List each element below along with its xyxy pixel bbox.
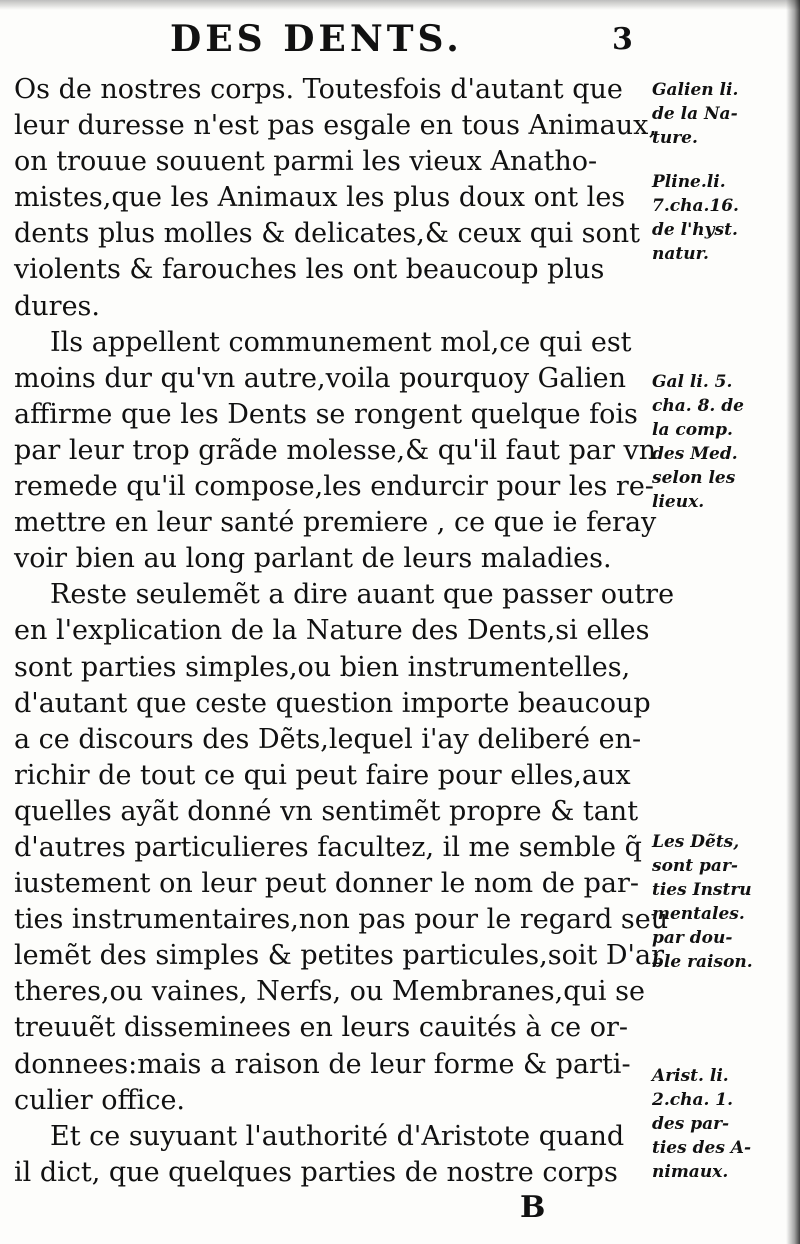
text-line: en l'explication de la Nature des Dents,si elles <box>14 615 650 647</box>
text-line: violents & farouches les ont beaucoup plus <box>14 254 605 286</box>
margin-note-line: ties Instru <box>652 880 752 900</box>
margin-note-line: lieux. <box>652 492 705 512</box>
body-text <box>14 72 675 1191</box>
text-line: d'autant que ceste question importe beaucoup <box>14 687 651 719</box>
text-line: iustement on leur peut donner le nom de par- <box>14 868 639 900</box>
margin-note-line: cha. 8. de <box>652 396 744 416</box>
text-line: on trouue souuent parmi les vieux Anatho- <box>14 146 598 178</box>
margin-note-line: de l'hyst. <box>652 220 738 240</box>
margin-note-line: ties des A- <box>652 1138 752 1158</box>
margin-note-line: par dou- <box>652 928 733 948</box>
margin-note-line: 7.cha.16. <box>652 196 739 216</box>
margin-note-line: Gal li. 5. <box>652 372 733 392</box>
text-line: dures. <box>14 290 100 322</box>
margin-note-line: mentales. <box>652 904 745 924</box>
paragraph-start-line: Et ce suyuant l'authorité d'Aristote quand <box>50 1120 625 1152</box>
margin-note-line: de la Na- <box>652 104 738 124</box>
text-line: voir bien au long parlant de leurs maladies. <box>14 543 612 575</box>
text-line: a ce discours des Dẽts,lequel i'ay deliberé en- <box>14 723 642 755</box>
margin-note-line: ture. <box>652 128 698 148</box>
margin-note-galien <box>652 78 796 150</box>
margin-note-line: des Med. <box>652 444 738 464</box>
text-line: ties instrumentaires,non pas pour le regard seu <box>14 904 669 936</box>
paragraph-start-line: Ils appellent communement mol,ce qui est <box>50 326 632 358</box>
margin-note-line: selon les <box>652 468 736 488</box>
margin-note-arist <box>652 1064 796 1184</box>
text-line: leur duresse n'est pas esgale en tous Animaux, <box>14 110 657 142</box>
text-line: d'autres particulieres facultez, il me semble q̃ <box>14 831 642 863</box>
text-line: lemẽt des simples & petites particules,soit D'ar <box>14 940 664 972</box>
text-line: treuuẽt disseminees en leurs cauités à ce or- <box>14 1012 629 1044</box>
margin-note-line: Galien li. <box>652 80 739 100</box>
paragraph-start-line: Reste seulemẽt a dire auant que passer outre <box>50 579 675 611</box>
margin-note-line: des par- <box>652 1114 730 1134</box>
text-line: mettre en leur santé premiere , ce que ie feray <box>14 507 657 539</box>
margin-note-line: ble raison. <box>652 952 753 972</box>
margin-note-line: Pline.li. <box>652 172 726 192</box>
signature-mark: B <box>520 1190 546 1225</box>
text-line: affirme que les Dents se rongent quelque fois <box>14 398 638 430</box>
text-line: sont parties simples,ou bien instrumentelles, <box>14 651 631 683</box>
margin-note-line: sont par- <box>652 856 738 876</box>
text-line: quelles ayãt donné vn sentimẽt propre & tant <box>14 795 639 827</box>
margin-note-line: la comp. <box>652 420 733 440</box>
text-line: moins dur qu'vn autre,voila pourquoy Galien <box>14 362 626 394</box>
text-line: donnees:mais a raison de leur forme & parti- <box>14 1048 631 1080</box>
page-top-shadow <box>0 0 800 10</box>
text-line: culier office. <box>14 1084 186 1116</box>
margin-note-pline <box>652 170 796 266</box>
page-number: 3 <box>612 22 633 57</box>
margin-note-les-dents <box>652 830 796 974</box>
text-line: par leur trop grãde molesse,& qu'il faut par vn <box>14 434 657 466</box>
margin-note-line: 2.cha. 1. <box>652 1090 734 1110</box>
margin-note-gal <box>652 370 796 514</box>
text-line: Os de nostres corps. Toutesfois d'autant que <box>14 74 623 105</box>
margin-note-line: nimaux. <box>652 1162 729 1182</box>
text-line: dents plus molles & delicates,& ceux qui sont <box>14 218 641 250</box>
margin-note-line: natur. <box>652 244 709 264</box>
running-head: DES DENTS. <box>170 18 463 60</box>
margin-note-line: Arist. li. <box>652 1066 729 1086</box>
text-line: il dict, que quelques parties de nostre corps <box>14 1156 618 1188</box>
text-line: richir de tout ce qui peut faire pour elles,aux <box>14 759 631 791</box>
text-line: theres,ou vaines, Nerfs, ou Membranes,qui se <box>14 976 645 1008</box>
text-line: mistes,que les Animaux les plus doux ont les <box>14 182 626 214</box>
margin-note-line: Les Dẽts, <box>652 832 740 852</box>
text-line: remede qu'il compose,les endurcir pour les re- <box>14 471 654 503</box>
